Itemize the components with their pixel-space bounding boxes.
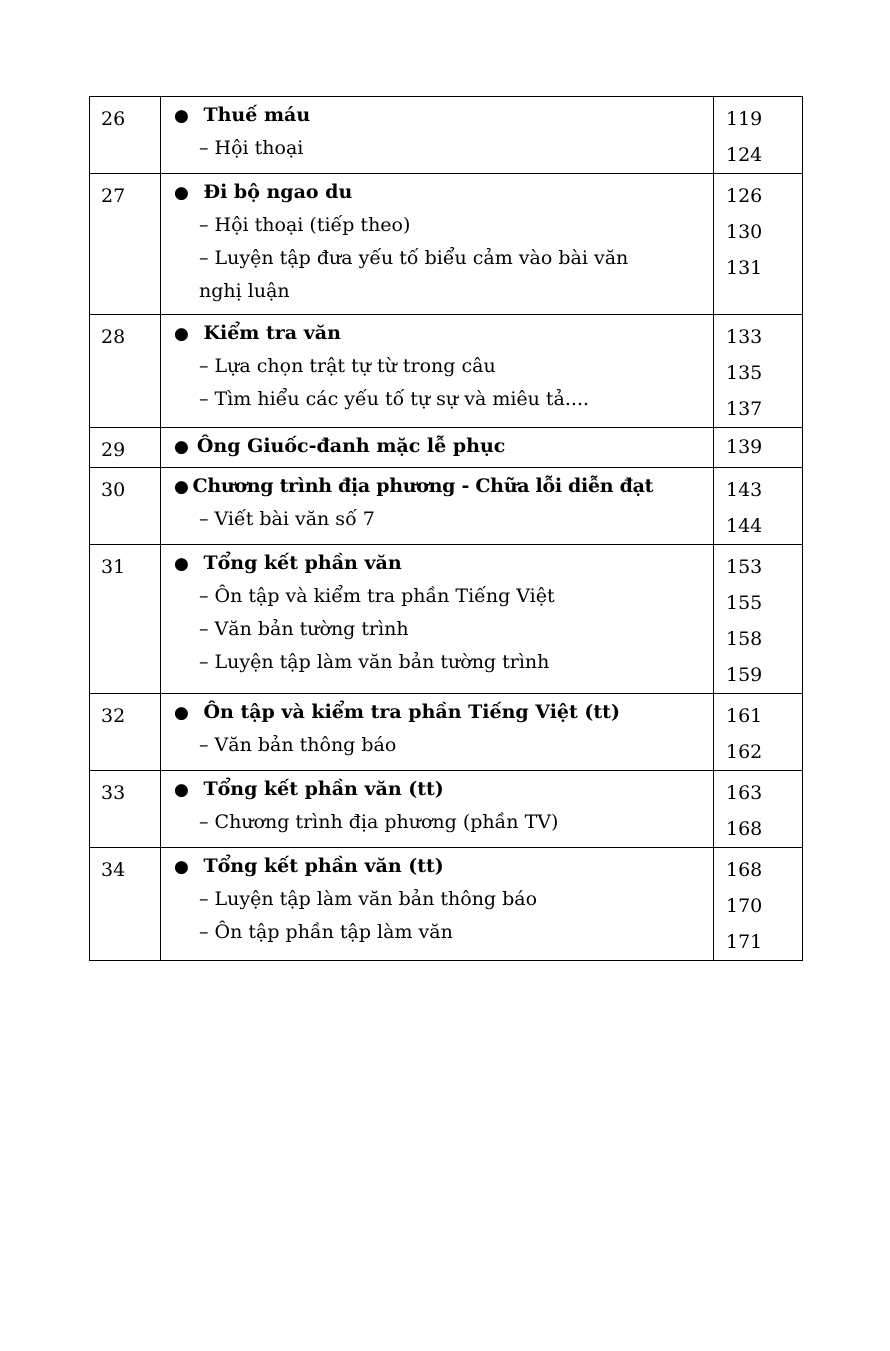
lesson-title: ● Ôn tập và kiểm tra phần Tiếng Việt (tt) bbox=[161, 696, 707, 729]
toc-row-34 bbox=[90, 848, 803, 961]
sub-lesson: – Luyện tập làm văn bản tường trình bbox=[199, 651, 550, 673]
lesson-title: ● Tổng kết phần văn bbox=[161, 547, 707, 580]
week-number: 26 bbox=[90, 97, 161, 174]
page-number: 162 bbox=[726, 741, 763, 763]
week-number: 30 bbox=[90, 468, 161, 545]
lesson-title: ● Chương trình địa phương - Chữa lỗi diễn đạt bbox=[161, 470, 707, 503]
sub-lesson: – Hội thoại (tiếp theo) bbox=[199, 214, 411, 236]
page-number: 126 bbox=[726, 185, 763, 207]
sub-lesson: – Hội thoại bbox=[199, 137, 304, 159]
page-number: 130 bbox=[726, 221, 763, 243]
week-number: 32 bbox=[90, 694, 161, 771]
sub-lesson: – Ôn tập và kiểm tra phần Tiếng Việt bbox=[199, 585, 555, 607]
sub-lesson: – Lựa chọn trật tự từ trong câu bbox=[199, 355, 496, 377]
lesson-title: ● Ông Giuốc-đanh mặc lễ phục bbox=[161, 430, 707, 463]
page-number: 161 bbox=[726, 705, 763, 727]
page-number: 143 bbox=[726, 479, 763, 501]
page-number: 170 bbox=[726, 895, 763, 917]
page-number: 124 bbox=[726, 144, 763, 166]
sub-lesson: – Chương trình địa phương (phần TV) bbox=[199, 811, 559, 833]
sub-lesson: – Văn bản thông báo bbox=[199, 734, 397, 756]
toc-row-30 bbox=[90, 468, 803, 545]
sub-lesson: – Văn bản tường trình bbox=[199, 618, 409, 640]
week-number: 34 bbox=[90, 848, 161, 961]
bullet-icon: ● bbox=[174, 106, 189, 126]
lesson-title: ● Thuế máu bbox=[161, 99, 707, 132]
bullet-icon: ● bbox=[174, 554, 189, 574]
page-number: 137 bbox=[726, 398, 763, 420]
toc-row-27 bbox=[90, 174, 803, 315]
week-number: 28 bbox=[90, 315, 161, 428]
sub-lesson: – Luyện tập làm văn bản thông báo bbox=[199, 888, 538, 910]
lesson-title: ● Tổng kết phần văn (tt) bbox=[161, 773, 707, 806]
bullet-icon: ● bbox=[174, 780, 189, 800]
page-number: 119 bbox=[726, 108, 763, 130]
page-number: 168 bbox=[726, 818, 763, 840]
bullet-icon: ● bbox=[174, 703, 189, 723]
bullet-icon: ● bbox=[174, 477, 189, 497]
page-number: 135 bbox=[726, 362, 763, 384]
toc-row-28 bbox=[90, 315, 803, 428]
page-number: 153 bbox=[726, 556, 763, 578]
page-number: 171 bbox=[726, 931, 763, 953]
page-number: 168 bbox=[726, 859, 763, 881]
toc-table bbox=[89, 96, 803, 961]
bullet-icon: ● bbox=[174, 324, 189, 344]
sub-lesson: – Luyện tập đưa yếu tố biểu cảm vào bài văn bbox=[199, 247, 629, 269]
page-number: 159 bbox=[726, 664, 763, 686]
toc-row-26 bbox=[90, 97, 803, 174]
lesson-title: ● Tổng kết phần văn (tt) bbox=[161, 850, 707, 883]
page-number: 155 bbox=[726, 592, 763, 614]
page-number: 139 bbox=[726, 436, 763, 458]
bullet-icon: ● bbox=[174, 857, 189, 877]
sub-lesson: – Tìm hiểu các yếu tố tự sự và miêu tả.... bbox=[199, 388, 590, 410]
page-number: 158 bbox=[726, 628, 763, 650]
sub-lesson-continued: nghị luận bbox=[199, 280, 290, 302]
lesson-title: ● Kiểm tra văn bbox=[161, 317, 707, 350]
bullet-icon: ● bbox=[174, 437, 189, 457]
page-number: 163 bbox=[726, 782, 763, 804]
toc-row-29 bbox=[90, 428, 803, 468]
page-number: 144 bbox=[726, 515, 763, 537]
sub-lesson: – Ôn tập phần tập làm văn bbox=[199, 921, 453, 943]
sub-lesson: – Viết bài văn số 7 bbox=[199, 508, 375, 530]
week-number: 29 bbox=[90, 428, 161, 468]
week-number: 33 bbox=[90, 771, 161, 848]
toc-row-33 bbox=[90, 771, 803, 848]
page-number: 131 bbox=[726, 257, 763, 279]
bullet-icon: ● bbox=[174, 183, 189, 203]
week-number: 27 bbox=[90, 174, 161, 315]
page-number: 133 bbox=[726, 326, 763, 348]
lesson-title: ● Đi bộ ngao du bbox=[161, 176, 707, 209]
week-number: 31 bbox=[90, 545, 161, 694]
toc-row-31 bbox=[90, 545, 803, 694]
toc-row-32 bbox=[90, 694, 803, 771]
